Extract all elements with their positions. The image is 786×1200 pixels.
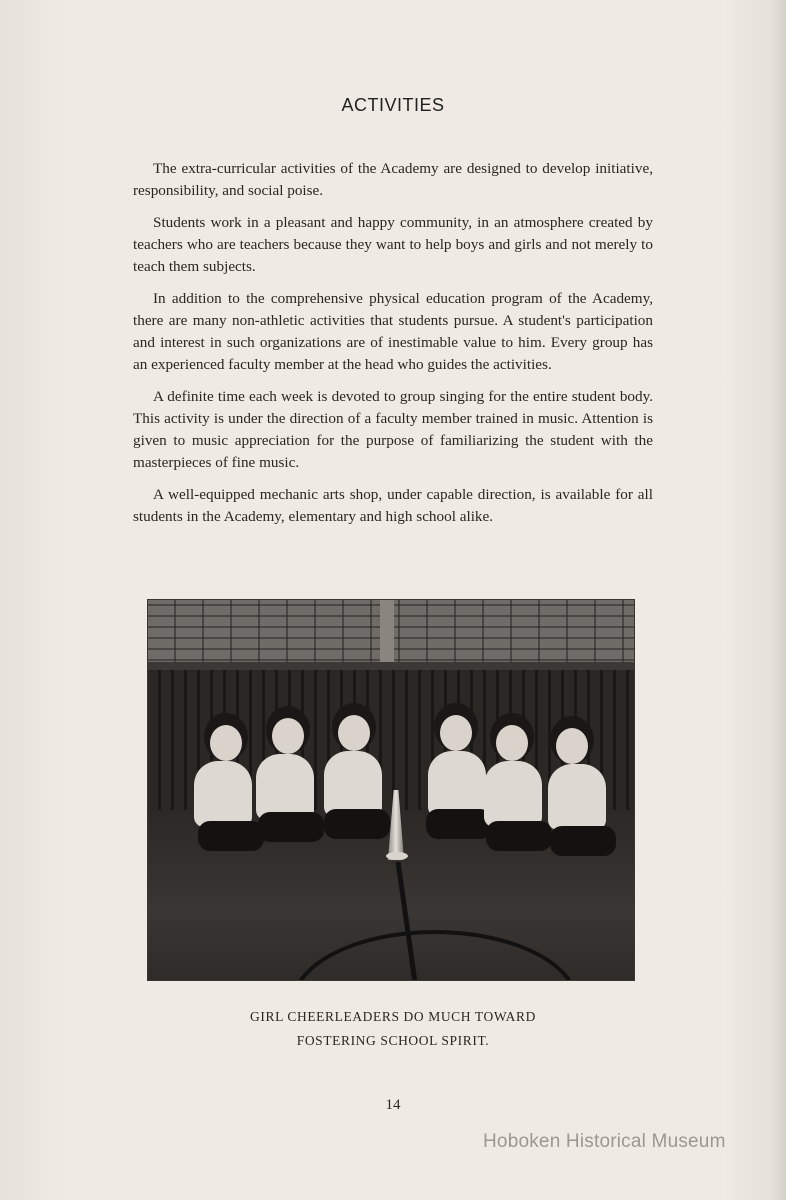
paragraph-4: A definite time each week is devoted to group singing for the entire student body. This activity is under the direction of a faculty member trained in music. Attention is given to music appreciation for the purpose of familiarizing the student with the masterpieces of fine music. [133, 388, 653, 471]
photo-wall-pillar [380, 600, 394, 670]
page-number: 14 [385, 1097, 401, 1113]
photo-wall-rail [148, 662, 634, 670]
paragraph-1: The extra-curricular activities of the Academy are designed to develop initiative, responsibility, and social poise. [133, 160, 653, 199]
paragraph-5: A well-equipped mechanic arts shop, under capable direction, is available for all students in the Academy, elementary and high school alike. [133, 486, 653, 525]
museum-watermark: Hoboken Historical Museum [483, 1131, 726, 1152]
photo-caption-line-2: FOSTERING SCHOOL SPIRIT. [296, 1033, 490, 1048]
paragraph-3: In addition to the comprehensive physical education program of the Academy, there are many non-athletic activities that students pursue. A student's participation and interest in such organizations are of inestimable value to him. Every group has an experienced faculty member at the head who guides the activities. [133, 290, 653, 373]
photo-megaphone-base [386, 852, 408, 860]
body-text [133, 158, 653, 538]
cheerleaders-photo [148, 600, 634, 980]
photo-caption-line-1: GIRL CHEERLEADERS DO MUCH TOWARD [250, 1009, 536, 1024]
paragraph-2: Students work in a pleasant and happy community, in an atmosphere created by teachers who are teachers because they want to help boys and girls and not merely to teach them subjects. [133, 214, 653, 275]
page-title: ACTIVITIES [341, 95, 445, 115]
